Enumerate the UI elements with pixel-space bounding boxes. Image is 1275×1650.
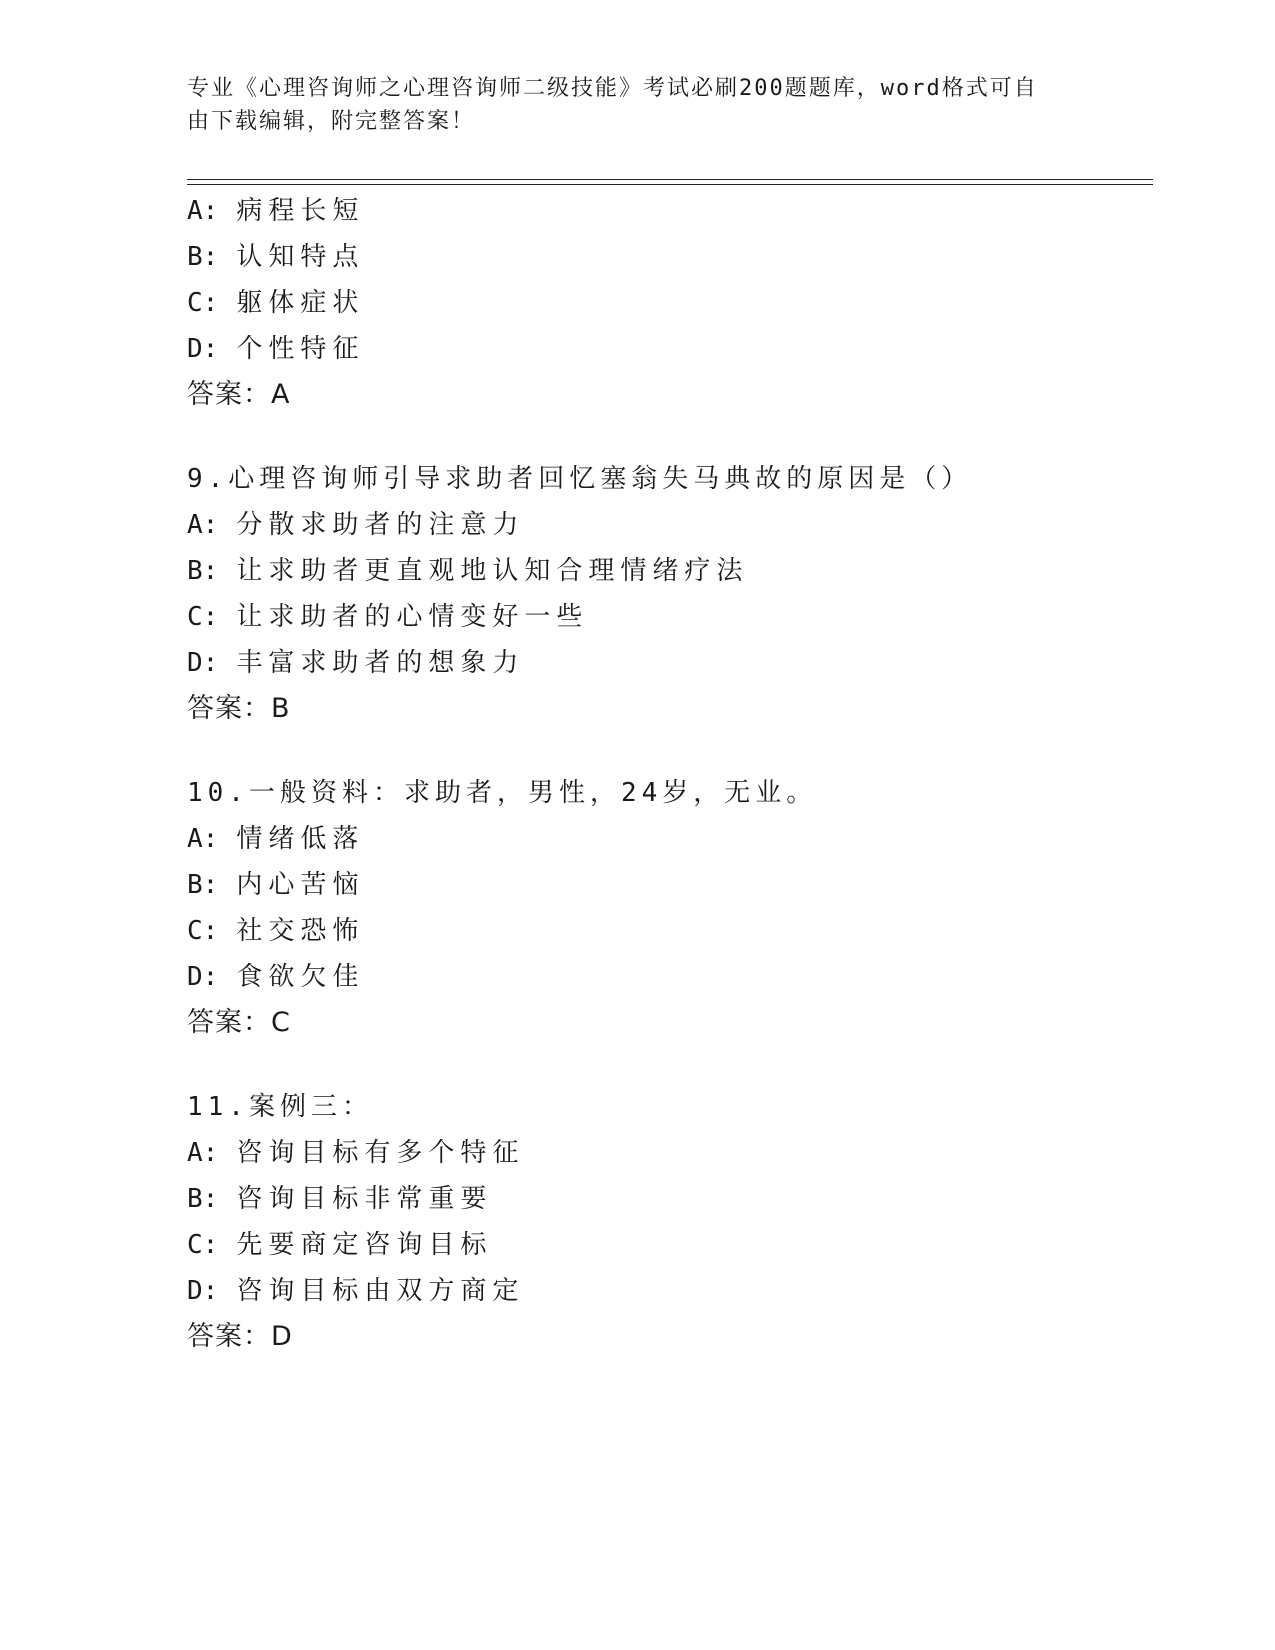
option-label: A: [187,510,219,540]
header-line-2: 由下载编辑，附完整答案！ [187,109,476,134]
option-c [187,908,1153,954]
option-text: 躯体症状 [236,288,365,318]
question-block [187,456,1153,732]
header-divider-top [187,179,1153,180]
option-text: 让求助者的心情变好一些 [236,602,589,632]
option-text: 分散求助者的注意力 [236,510,525,540]
question-block [187,1084,1153,1360]
option-c [187,1222,1153,1268]
option-text: 食欲欠佳 [236,962,365,992]
question-block [187,188,1153,418]
option-label: B: [187,556,219,586]
option-text: 认知特点 [236,242,365,272]
option-text: 个性特征 [236,334,365,364]
question-title: 9.心理咨询师引导求助者回忆塞翁失马典故的原因是（） [187,464,973,494]
option-text: 情绪低落 [236,824,365,854]
option-text: 内心苦恼 [236,870,365,900]
option-a [187,502,1153,548]
option-text: 病程长短 [236,196,365,226]
option-label: C: [187,1230,219,1260]
question-list [187,188,1153,1398]
answer-line: 答案：B [187,693,291,724]
option-label: B: [187,1184,219,1214]
option-text: 咨询目标由双方商定 [236,1276,525,1306]
option-b [187,862,1153,908]
option-text: 让求助者更直观地认知合理情绪疗法 [236,556,749,586]
option-c [187,594,1153,640]
question-title: 11.案例三： [187,1092,373,1122]
option-c [187,280,1153,326]
question-block [187,770,1153,1046]
answer-line: 答案：D [187,1321,293,1352]
answer-line: 答案：C [187,1007,291,1038]
option-text: 先要商定咨询目标 [236,1230,493,1260]
option-label: A: [187,196,219,226]
header-line-1: 专业《心理咨询师之心理咨询师二级技能》考试必刷200题题库，word格式可自 [187,76,1038,101]
option-b [187,548,1153,594]
option-label: D: [187,648,219,678]
option-label: D: [187,1276,219,1306]
question-title: 10.一般资料：求助者，男性，24岁，无业。 [187,778,818,808]
option-label: B: [187,870,219,900]
answer-line: 答案：A [187,379,291,410]
option-text: 咨询目标非常重要 [236,1184,493,1214]
option-d [187,954,1153,1000]
option-a [187,816,1153,862]
option-label: B: [187,242,219,272]
option-text: 丰富求助者的想象力 [236,648,525,678]
option-d [187,326,1153,372]
option-b [187,1176,1153,1222]
option-a [187,1130,1153,1176]
option-label: D: [187,962,219,992]
option-label: D: [187,334,219,364]
option-label: C: [187,916,219,946]
option-label: C: [187,288,219,318]
header-divider-bottom [187,184,1153,185]
option-d [187,1268,1153,1314]
option-label: C: [187,602,219,632]
option-a [187,188,1153,234]
option-text: 咨询目标有多个特征 [236,1138,525,1168]
document-header [187,72,1067,138]
option-d [187,640,1153,686]
option-label: A: [187,1138,219,1168]
option-b [187,234,1153,280]
option-text: 社交恐怖 [236,916,365,946]
option-label: A: [187,824,219,854]
